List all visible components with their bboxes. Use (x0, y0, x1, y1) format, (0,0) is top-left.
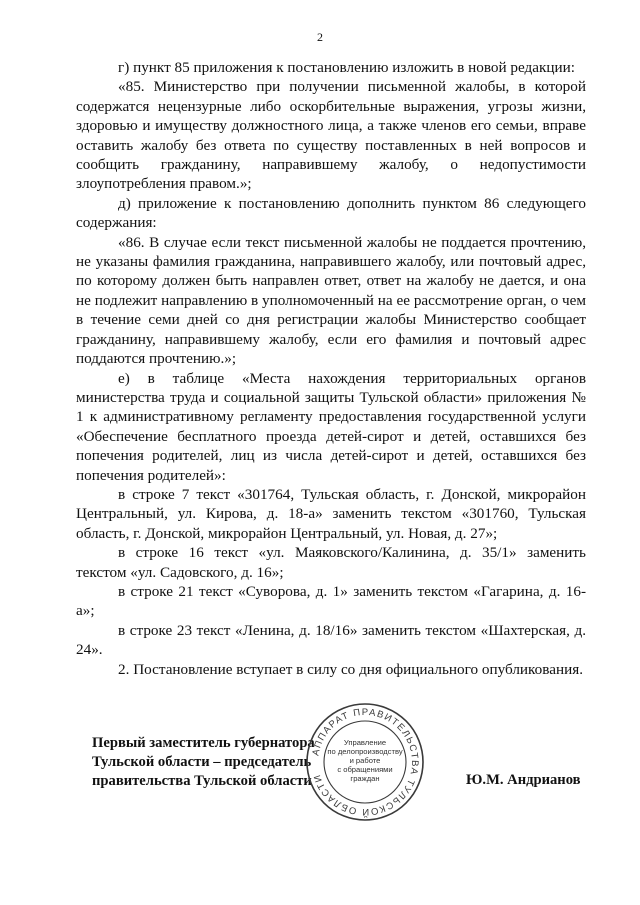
stamp-line: Управление (343, 738, 387, 747)
signer-title-line: Тульской области – председатель (92, 754, 312, 770)
stamp-line: по делопроизводству (327, 747, 403, 756)
signer-title-line: правительства Тульской области (92, 773, 312, 789)
signer-name: Ю.М. Андрианов (466, 772, 581, 788)
stamp-line: граждан (350, 774, 380, 783)
paragraph: 2. Постановление вступает в силу со дня официального опубликования. (118, 660, 583, 678)
stamp-line: и работе (349, 756, 381, 765)
paragraph: «85. Министерство при получении письменной жалобы, в которой содержатся нецензурные либо оскорбительные выражения, угрозы жизни, здоровью и имуществу должностного лица, а также членов его семьи, вправе оставить жалобу без ответа по существу поставленных в ней вопросов и сообщить гражданину, направившему жалобу, о недопустимости злоупотребления правом.»; (76, 78, 586, 193)
paragraph: в строке 21 текст «Суворова, д. 1» заменить текстом «Гагарина, д. 16-а»; (76, 582, 586, 620)
stamp-inner-text (325, 738, 405, 783)
paragraph: е) в таблице «Места нахождения территориальных органов министерства труда и социальной защиты Тульской области» приложения № 1 к административному регламенту предоставления государственной услуги «Обеспечение бесплатного проезда детей-сирот и детей, оставшихся без попечения родителей, лиц из числа детей-сирот и детей, оставшихся без попечения родителей»: (76, 369, 586, 484)
paragraph: г) пункт 85 приложения к постановлению изложить в новой редакции: (118, 59, 575, 76)
paragraph: в строке 7 текст «301764, Тульская область, г. Донской, микрорайон Центральный, ул. Кирова, д. 18-а» заменить текстом «301760, Тульская область, г. Донской, микрорайон Центральный, ул. Новая, д. 27»; (76, 485, 586, 542)
paragraph: «86. В случае если текст письменной жалобы не поддается прочтению, не указаны фамилия гражданина, направившего жалобу, или почтовый адрес, по которому должен быть направлен ответ, ответ на жалобу не дается, и она не подлежит направлению в уполномоченный на ее рассмотрение орган, о чем в течение семи дней со дня регистрации жалобы Министерство сообщает гражданину, направившему жалобу, если его фамилия и почтовый адрес поддаются прочтению.»; (76, 233, 586, 368)
official-stamp (303, 700, 427, 824)
stamp-line: с обращениями (337, 765, 393, 774)
paragraph: в строке 23 текст «Ленина, д. 18/16» заменить текстом «Шахтерская, д. 24». (76, 621, 586, 659)
page-number: 2 (317, 30, 323, 44)
paragraph: д) приложение к постановлению дополнить пунктом 86 следующего содержания: (76, 194, 586, 232)
paragraph: в строке 16 текст «ул. Маяковского/Калинина, д. 35/1» заменить текстом «ул. Садовского, д. 16»; (76, 544, 586, 581)
svg-text:АППАРАТ ПРАВИТЕЛЬСТВА ТУЛЬСКОЙ: АППАРАТ ПРАВИТЕЛЬСТВА ТУЛЬСКОЙ ОБЛАСТИ (310, 706, 421, 818)
signer-title-line: Первый заместитель губернатора (92, 735, 315, 751)
document-body (76, 58, 586, 679)
